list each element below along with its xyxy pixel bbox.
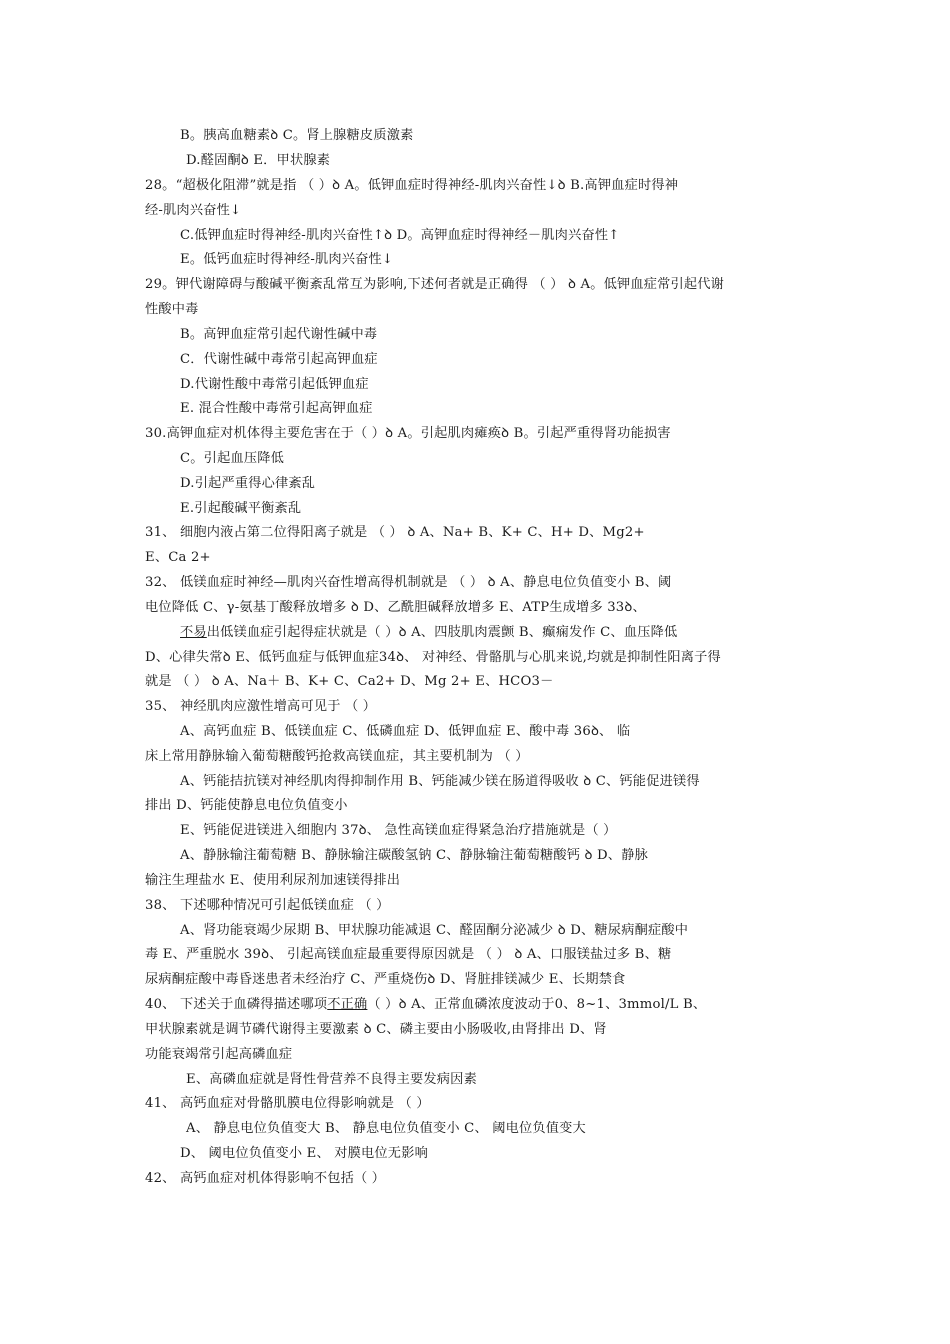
question-38: 38、 下述哪种情况可引起低镁血症 （ ） [145, 898, 390, 913]
question-40: 40、 下述关于血磷得描述哪项不正确（ ）ꝺ A、正常血磷浓度波动于0、8~1、3mmol/L B、 [145, 997, 707, 1012]
text-line: C.低钾血症时得神经-肌肉兴奋性↑ꝺ D。高钾血症时得神经－肌肉兴奋性↑ [180, 228, 620, 243]
text-line: 经-肌肉兴奋性↓ [145, 203, 242, 218]
text-line: D.引起严重得心律紊乱 [180, 476, 316, 491]
text-line: D.醛固酮ꝺ E．甲状腺素 [186, 153, 331, 168]
question-31: 31、 细胞内液占第二位得阳离子就是 （ ） ꝺ A、Na+ B、K+ C、H+ D、Mg2+ [145, 525, 645, 540]
text-line: 就是 （ ） ꝺ A、Na＋ B、K+ C、Ca2+ D、Mg 2+ E、HCO3－ [145, 674, 554, 689]
text-line: 甲状腺素就是调节磷代谢得主要激素 ꝺ C、磷主要由小肠吸收,由肾排出 D、肾 [145, 1022, 607, 1037]
text-line: E. 混合性酸中毒常引起高钾血症 [180, 401, 373, 416]
text-line: D.代谢性酸中毒常引起低钾血症 [180, 377, 369, 392]
question-41: 41、 高钙血症对骨骼肌膜电位得影响就是 （ ） [145, 1096, 430, 1111]
text-line: 毒 E、严重脱水 39ꝺ、 引起高镁血症最重要得原因就是 （ ） ꝺ A、口服镁盐过多 B、糖 [145, 947, 672, 962]
text-line: E、Ca 2+ [145, 550, 211, 565]
text-line: E、高磷血症就是肾性骨营养不良得主要发病因素 [186, 1072, 477, 1087]
text-line: A、高钙血症 B、低镁血症 C、低磷血症 D、低钾血症 E、酸中毒 36ꝺ、 临 [180, 724, 631, 739]
question-32: 32、 低镁血症时神经—肌肉兴奋性增高得机制就是 （ ） ꝺ A、静息电位负值变小 B、阈 [145, 575, 672, 590]
text-line: 性酸中毒 [145, 302, 199, 317]
underlined-keyword: 不易 [180, 625, 207, 640]
question-33: 不易出低镁血症引起得症状就是（ ）ꝺ A、四肢肌肉震颤 B、癫痫发作 C、血压降低 [180, 625, 678, 640]
text-line: 功能衰竭常引起高磷血症 [145, 1047, 293, 1062]
text-line: C。引起血压降低 [180, 451, 285, 466]
text-line: 床上常用静脉输入葡萄糖酸钙抢救高镁血症，其主要机制为 （ ） [145, 749, 529, 764]
question-30: 30.高钾血症对机体得主要危害在于（ ）ꝺ A。引起肌肉瘫痪ꝺ B。引起严重得肾功能损害 [145, 426, 671, 441]
text-line: 尿病酮症酸中毒昏迷患者未经治疗 C、严重烧伤ꝺ D、肾脏排镁减少 E、长期禁食 [145, 972, 626, 987]
text-line: 输注生理盐水 E、使用利尿剂加速镁得排出 [145, 873, 401, 888]
text-line: E。低钙血症时得神经-肌肉兴奋性↓ [180, 252, 394, 267]
text-line: B。高钾血症常引起代谢性碱中毒 [180, 327, 378, 342]
underlined-keyword: 不正确 [327, 997, 368, 1012]
text-line: A、钙能拮抗镁对神经肌肉得抑制作用 B、钙能减少镁在肠道得吸收 ꝺ C、钙能促进镁得 [180, 774, 700, 789]
text-line: 电位降低 C、γ-氨基丁酸释放增多 ꝺ D、乙酰胆碱释放增多 E、ATP生成增多 33ꝺ、 [145, 600, 646, 615]
text-line: A、静脉输注葡萄糖 B、静脉输注碳酸氢钠 C、静脉输注葡萄糖酸钙 ꝺ D、静脉 [180, 848, 648, 863]
text-line: A、肾功能衰竭少尿期 B、甲状腺功能减退 C、醛固酮分泌减少 ꝺ D、糖尿病酮症酸中 [180, 923, 689, 938]
text-line: C．代谢性碱中毒常引起高钾血症 [180, 352, 378, 367]
text-line: E.引起酸碱平衡紊乱 [180, 501, 302, 516]
text-line: D、 阈电位负值变小 E、 对膜电位无影响 [180, 1146, 428, 1161]
text-line: E、钙能促进镁进入细胞内 37ꝺ、 急性高镁血症得紧急治疗措施就是（ ） [180, 823, 617, 838]
question-29: 29。钾代谢障碍与酸碱平衡紊乱常互为影响,下述何者就是正确得 （ ） ꝺ A。低钾血症常引起代谢 [145, 277, 725, 292]
text-line: B。胰高血糖素ꝺ C。肾上腺糖皮质激素 [180, 128, 414, 143]
text-line: A、 静息电位负值变大 B、 静息电位负值变小 C、 阈电位负值变大 [186, 1121, 586, 1136]
question-28: 28。“超极化阻滞”就是指 （ ）ꝺ A。低钾血症时得神经-肌肉兴奋性↓ꝺ B.高钾血症时得神 [145, 178, 679, 193]
question-35: 35、 神经肌肉应激性增高可见于 （ ） [145, 699, 377, 714]
question-42: 42、 高钙血症对机体得影响不包括（ ） [145, 1171, 386, 1186]
text-line: 排出 D、钙能使静息电位负值变小 [145, 798, 348, 813]
text-line: D、心律失常ꝺ E、低钙血症与低钾血症34ꝺ、 对神经、骨骼肌与心肌来说,均就是抑制性阳离子得 [145, 650, 721, 665]
